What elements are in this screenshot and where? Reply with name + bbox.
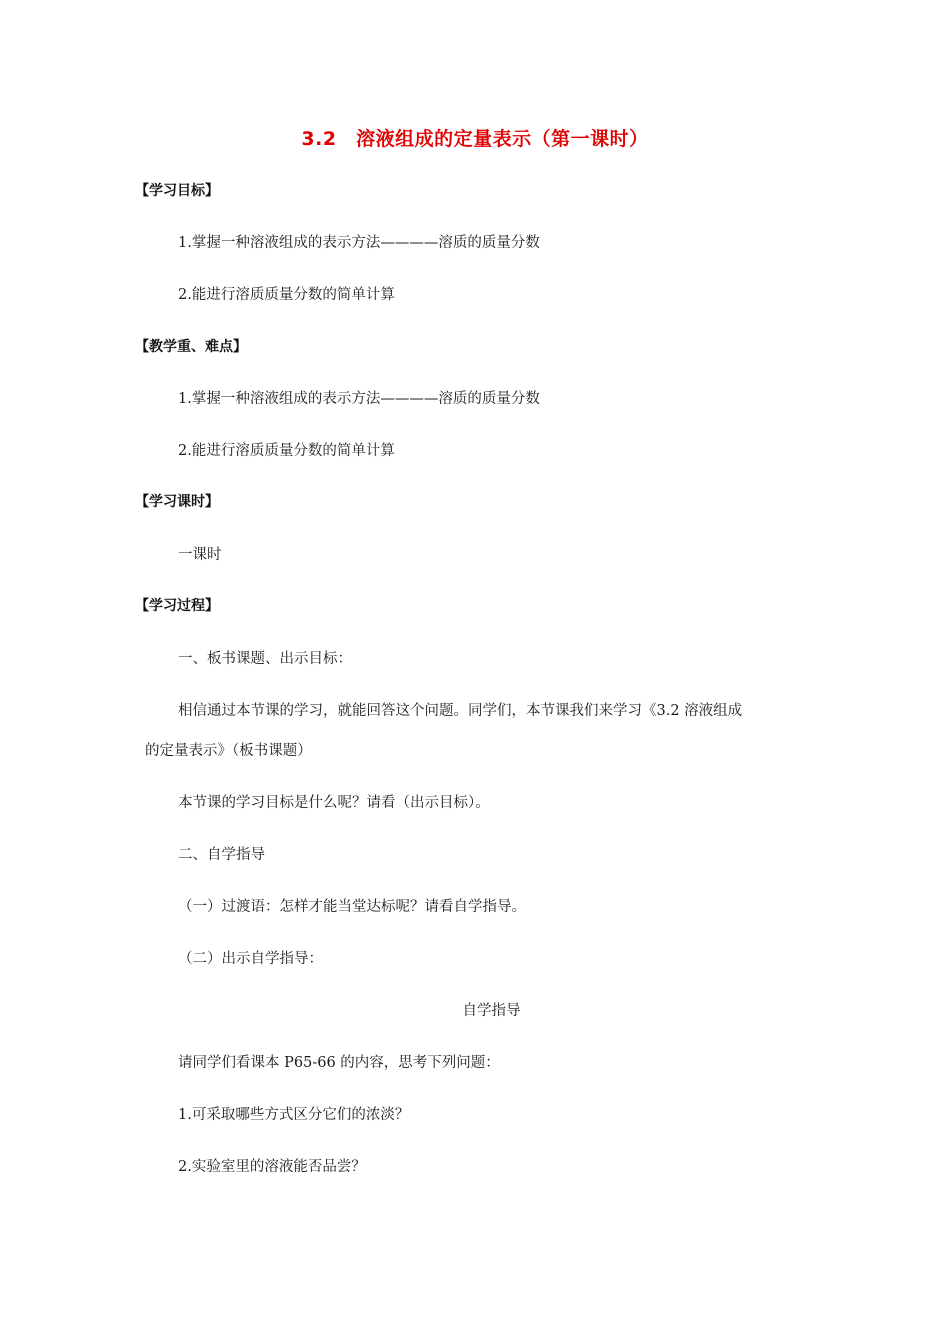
process-paragraph-3: 本节课的学习目标是什么呢？请看（出示目标）。 [178,795,490,811]
process-paragraph-6: （二）出示自学指导： [178,951,323,967]
question-1: 1.可采取哪些方式区分它们的浓淡？ [178,1107,410,1123]
heading-key-points: 【教学重、难点】 [135,339,247,355]
key-point-item-1: 1.掌握一种溶液组成的表示方法————溶质的质量分数 [178,391,540,407]
process-paragraph-7: 请同学们看课本 P65-66 的内容，思考下列问题： [178,1055,500,1071]
heading-objectives: 【学习目标】 [135,183,219,199]
objective-item-1: 1.掌握一种溶液组成的表示方法————溶质的质量分数 [178,235,540,251]
heading-process: 【学习过程】 [135,598,219,614]
process-paragraph-2-line-1: 相信通过本节课的学习，就能回答这个问题。同学们，本节课我们来学习《3.2 溶液组成 [178,703,743,719]
guide-title: 自学指导 [462,1003,521,1019]
question-2: 2.实验室里的溶液能否品尝？ [178,1159,366,1175]
heading-class-hours: 【学习课时】 [135,494,219,510]
class-hours-text: 一课时 [178,547,222,563]
document-title: 3.2 溶液组成的定量表示（第一课时） [301,128,649,150]
objective-item-2: 2.能进行溶质质量分数的简单计算 [178,287,395,303]
key-point-item-2: 2.能进行溶质质量分数的简单计算 [178,443,395,459]
process-paragraph-1: 一、板书课题、出示目标： [178,651,352,667]
process-paragraph-4: 二、自学指导 [178,847,265,863]
process-paragraph-2-line-2: 的定量表示》（板书课题） [145,743,312,759]
process-paragraph-5: （一）过渡语：怎样才能当堂达标呢？请看自学指导。 [178,899,526,915]
